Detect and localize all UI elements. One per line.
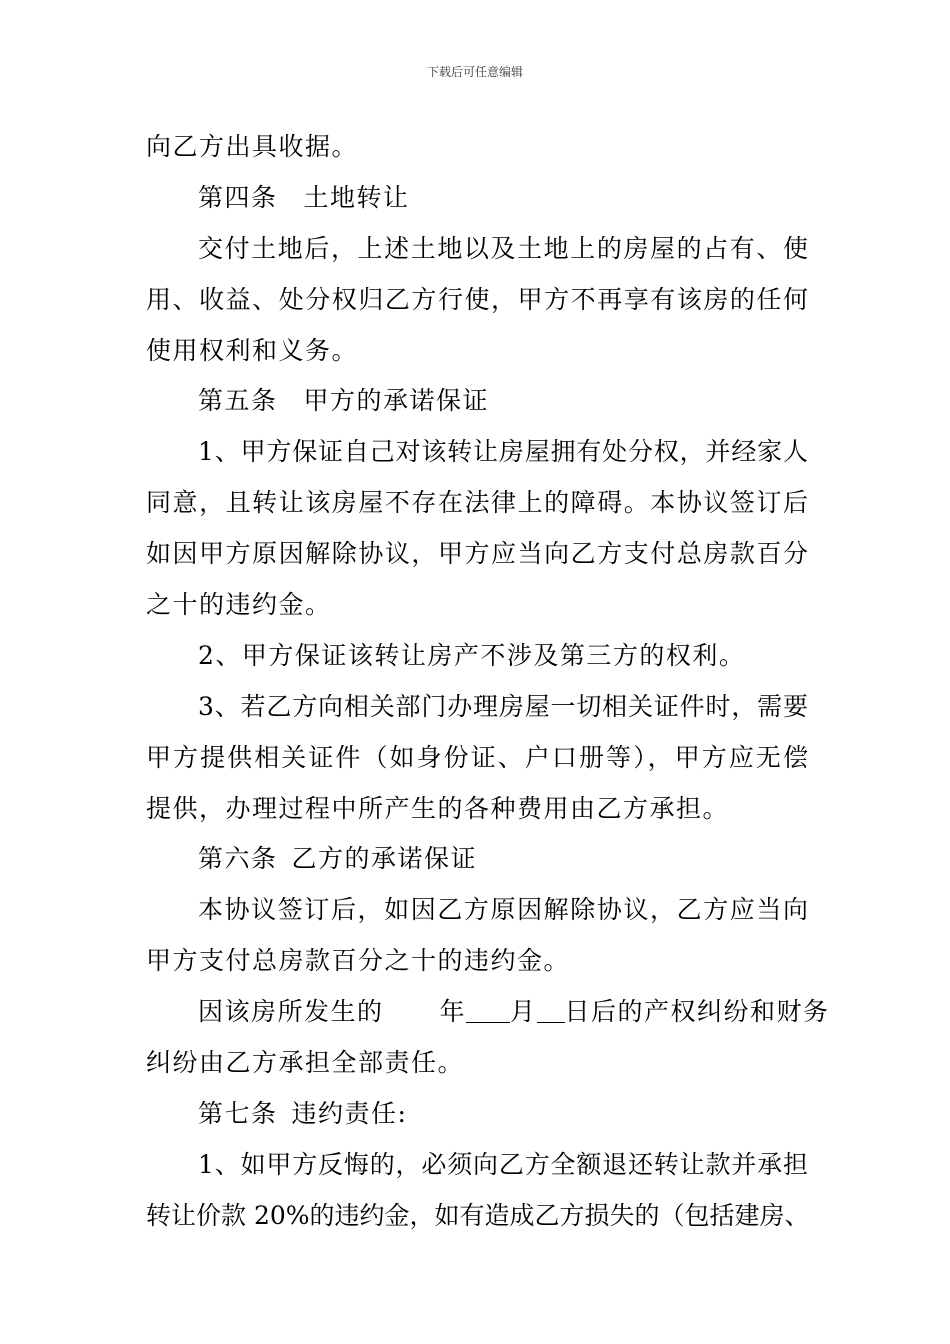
article-title: 违约责任: (291, 1098, 408, 1128)
paragraph-line: 甲方提供相关证件（如身份证、户口册等），甲方应无偿 (146, 742, 808, 772)
paragraph-line: 纠纷由乙方承担全部责任。 (146, 1048, 465, 1078)
month-label: 月 (510, 997, 537, 1027)
paragraph-line: 2、甲方保证该转让房产不涉及第三方的权利。 (198, 640, 746, 670)
paragraph-line: 用、收益、处分权归乙方行使，甲方不再享有该房的任何 (146, 284, 808, 314)
paragraph-line: 甲方支付总房款百分之十的违约金。 (146, 946, 571, 976)
paragraph-line: 提供，办理过程中所产生的各种费用由乙方承担。 (146, 793, 730, 823)
article-number: 第五条 (198, 386, 278, 416)
article-title: 土地转让 (303, 182, 410, 212)
clause-text: 因该房所发生的 (198, 997, 384, 1027)
paragraph-line: 3、若乙方向相关部门办理房屋一切相关证件时，需要 (198, 691, 808, 721)
paragraph-line: 1、甲方保证自己对该转让房屋拥有处分权，并经家人 (198, 437, 808, 467)
document-body (146, 122, 830, 1242)
page-header: 下载后可任意编辑 (426, 65, 523, 79)
paragraph-line: 转让价款 20%的违约金，如有造成乙方损失的（包括建房、 (146, 1200, 810, 1230)
paragraph-line: 1、如甲方反悔的，必须向乙方全额退还转让款并承担 (198, 1149, 808, 1179)
article-title: 乙方的承诺保证 (291, 844, 478, 874)
paragraph-line: 同意，且转让该房屋不存在法律上的障碍。本协议签订后 (146, 488, 808, 518)
article-number: 第六条 (198, 844, 278, 874)
paragraph-line: 之十的违约金。 (146, 590, 332, 620)
article-heading (146, 1089, 808, 1140)
article-heading (146, 376, 808, 427)
paragraph-line: 如因甲方原因解除协议，甲方应当向乙方支付总房款百分 (146, 539, 808, 569)
article-title: 甲方的承诺保证 (303, 386, 490, 416)
article-heading (146, 834, 808, 885)
article-number: 第四条 (198, 182, 278, 212)
clause-text: 日后的产权纠纷和财务 (564, 997, 830, 1027)
year-label: 年 (439, 997, 467, 1027)
article-heading (146, 173, 808, 224)
date-clause-line (146, 987, 830, 1038)
paragraph-line: 向乙方出具收据。 (146, 132, 359, 161)
paragraph-line: 交付土地后，上述土地以及土地上的房屋的占有、使 (198, 233, 808, 263)
month-blank (466, 998, 510, 1023)
day-blank (537, 998, 565, 1023)
article-number: 第七条 (198, 1098, 278, 1128)
paragraph-line: 使用权利和义务。 (146, 335, 359, 365)
paragraph-line: 本协议签订后，如因乙方原因解除协议，乙方应当向 (198, 895, 808, 925)
